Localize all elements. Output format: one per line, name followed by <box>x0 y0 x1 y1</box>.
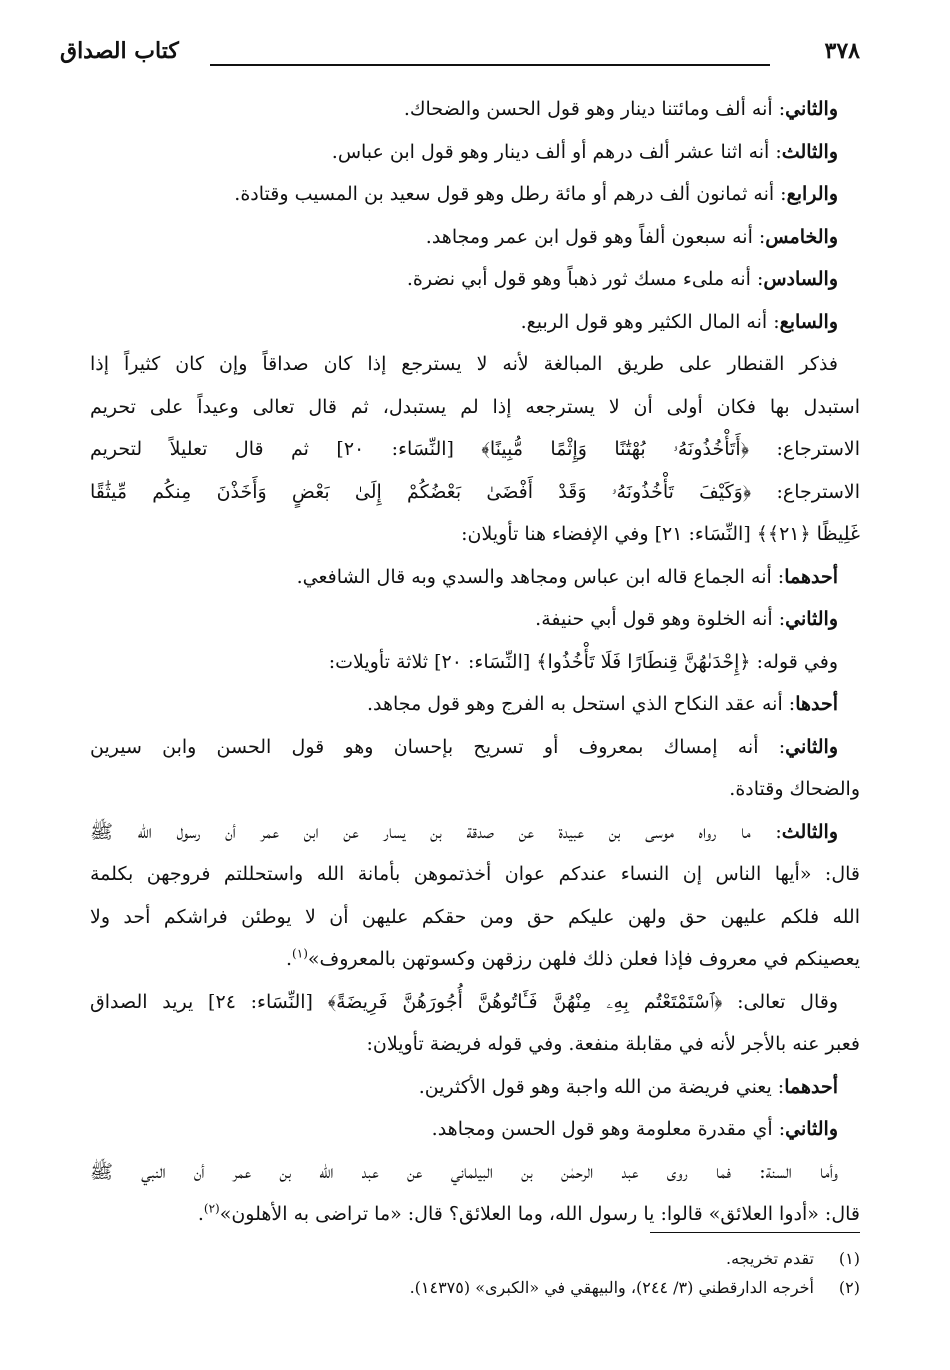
text-line <box>90 1066 860 1109</box>
quran-verse: ﴿إِحْدَىٰهُنَّ قِنطَارًا فَلَا تَأْخُذُوا﴾ <box>536 650 751 673</box>
item-label: أحدهما <box>784 565 838 588</box>
item-label: والخامس <box>765 225 838 248</box>
footnote-item <box>90 1273 860 1302</box>
text-span: وقال تعالى: <box>722 990 839 1013</box>
item-text: : أنه الخلوة وهو قول أبي حنيفة. <box>535 608 786 630</box>
text-line <box>90 811 860 854</box>
item-text: : ما رواه موسى بن عبيدة عن صدقة بن يسار عن ابن عمر أن رسول الله ﷺ <box>90 820 782 843</box>
text-line <box>90 173 860 216</box>
text-span: الاسترجاع: <box>751 480 860 503</box>
item-text: : أنه سبعون ألفاً وهو قول ابن عمر ومجاهد. <box>425 225 766 248</box>
footnote-rule <box>650 1232 860 1233</box>
footnote-ref[interactable]: (١) <box>292 946 308 961</box>
item-text: : أي مقدرة معلومة وهو قول الحسن ومجاهد. <box>431 1118 786 1140</box>
paragraph-line <box>90 471 860 514</box>
text-line: فعبر عنه بالأجر لأنه في مقابلة منفعة. وفي قوله فريضة تأويلان: <box>366 1033 860 1055</box>
paragraph-line: استبدل بها فكان أولى أن لا يسترجعه إذا لم يستبدل، ثم قال تعالى وعيداً على تحريم <box>90 395 860 418</box>
item-label: والثاني <box>785 98 838 120</box>
text-line <box>90 1108 860 1151</box>
text-line <box>90 726 860 769</box>
header-rule <box>210 64 770 66</box>
item-text: : أنه المال الكثير وهو قول الربيع. <box>520 310 780 333</box>
paragraph-line: فذكر القنطار على طريق المبالغة لأنه لا يسترجع إذا كان صداقاً وإن كان كثيراً إذا <box>90 353 838 375</box>
item-label: والثاني <box>785 1118 838 1140</box>
text-line <box>90 258 860 301</box>
item-label: والثالث <box>781 140 838 163</box>
text-span: [النِّسَاء: ٢٠] ثم قال تعليلاً لتحريم <box>90 438 482 460</box>
text-line <box>90 683 860 726</box>
text-span: وفي قوله: <box>750 650 838 673</box>
text-span: يعصينكم في معروف فإذا فعلن ذلك فلهن رزقهن وكسوتهن بالمعروف» <box>307 948 860 970</box>
item-text: : أنه إمساك بمعروف أو تسريح بإحسان وهو قول الحسن وابن سيرين <box>90 735 786 758</box>
text-span: [النِّسَاء: ٢٤] يريد الصداق <box>90 990 328 1013</box>
item-text: : أنه عقد النكاح الذي استحل به الفرج وهو قول مجاهد. <box>366 693 796 715</box>
item-label: والثاني <box>785 608 838 630</box>
text-line <box>90 131 860 174</box>
item-text: : أنه ملىء مسك ثور ذهباً وهو قول أبي نضرة. <box>406 268 764 290</box>
item-label: والسادس <box>763 268 838 290</box>
running-header <box>60 38 860 78</box>
text-span: الاسترجاع: <box>749 438 860 460</box>
quran-verse: ﴿ٱسْتَمْتَعْتُم بِهِۦ مِنْهُنَّ فَـَٔاتُوهُنَّ أُجُورَهُنَّ فَرِيضَةً﴾ <box>327 990 723 1013</box>
footnotes <box>90 1244 860 1302</box>
text-line: الله فلكم عليهن حق ولهن عليكم حق ومن حقكم عليهن أن لا يوطئن فراشكم أحد ولا <box>90 905 860 928</box>
quran-verse: غَلِيظًا ﴿٢١﴾﴾ <box>756 523 860 545</box>
item-label: والثالث <box>781 820 838 843</box>
footnote-text: تقدم تخريجه. <box>726 1249 814 1268</box>
footnote-number: (٢) <box>838 1278 860 1297</box>
item-label: أحدهما <box>784 1075 838 1098</box>
main-text <box>90 88 860 1236</box>
text-line: وأما السنة: فما روى عبد الرحمٰن بن البيلماني عن عبد الله بن عمر أن النبي ﷺ <box>90 1160 838 1183</box>
item-label: والسابع <box>779 310 838 333</box>
item-label: والرابع <box>786 183 838 205</box>
text-line <box>90 938 860 981</box>
text-line <box>90 1193 860 1236</box>
item-text: : يعني فريضة من الله واجبة وهو قول الأكثرين. <box>418 1075 785 1098</box>
footnote-ref[interactable]: (٢) <box>203 1201 220 1216</box>
text-span: قال: «أدوا العلائق» قالوا: يا رسول الله، وما العلائق؟ قال: «ما تراضى به الأهلون» <box>219 1203 860 1225</box>
text-line <box>90 598 860 641</box>
footnote-number: (١) <box>838 1249 860 1268</box>
footnote-text: أخرجه الدارقطني (٣/ ٢٤٤)، والبيهقي في «الكبرى» (١٤٣٧٥). <box>409 1278 814 1297</box>
text-line <box>90 981 860 1024</box>
text-line <box>90 88 860 131</box>
text-line <box>90 216 860 259</box>
text-line <box>90 556 860 599</box>
footnote-item <box>90 1244 860 1273</box>
item-text: : أنه اثنا عشر ألف درهم أو ألف دينار وهو قول ابن عباس. <box>331 140 782 163</box>
text-line <box>90 641 860 684</box>
item-label: أحدها <box>795 693 838 715</box>
text-line: والضحاك وقتادة. <box>729 778 860 800</box>
text-span: . <box>197 1203 204 1225</box>
text-span: . <box>286 948 293 970</box>
item-text: : أنه ثمانون ألف درهم أو مائة رطل وهو قول سعيد بن المسيب وقتادة. <box>234 183 787 205</box>
text-span: [النِّسَاء: ٢١] وفي الإفضاء هنا تأويلان: <box>461 523 757 545</box>
item-label: والثاني <box>785 735 838 758</box>
paragraph-line <box>90 513 860 556</box>
item-text: : أنه ألف ومائتنا دينار وهو قول الحسن والضحاك. <box>403 98 786 120</box>
book-title: كتاب الصداق <box>60 38 179 64</box>
text-span: [النِّسَاء: ٢٠] ثلاثة تأويلات: <box>328 650 537 673</box>
quran-verse: ﴿وَكَيْفَ تَأْخُذُونَهُۥ وَقَدْ أَفْضَىٰ بَعْضُكُمْ إِلَىٰ بَعْضٍ وَأَخَذْنَ مِنكُم مِّيثَٰقًا <box>90 480 752 503</box>
item-text: : أنه الجماع قاله ابن عباس ومجاهد والسدي وبه قال الشافعي. <box>296 565 785 588</box>
page-number: ٣٧٨ <box>824 38 860 64</box>
paragraph-line <box>90 428 860 471</box>
text-line <box>90 301 860 344</box>
text-line: قال: «أيها الناس إن النساء عندكم عوان أخذتموهن بأمانة الله واستحللتم فروجهن بكلمة <box>90 863 860 885</box>
quran-verse: ﴿أَتَأْخُذُونَهُۥ بُهْتَٰنًا وَإِثْمًا مُّبِينًا﴾ <box>481 438 750 460</box>
